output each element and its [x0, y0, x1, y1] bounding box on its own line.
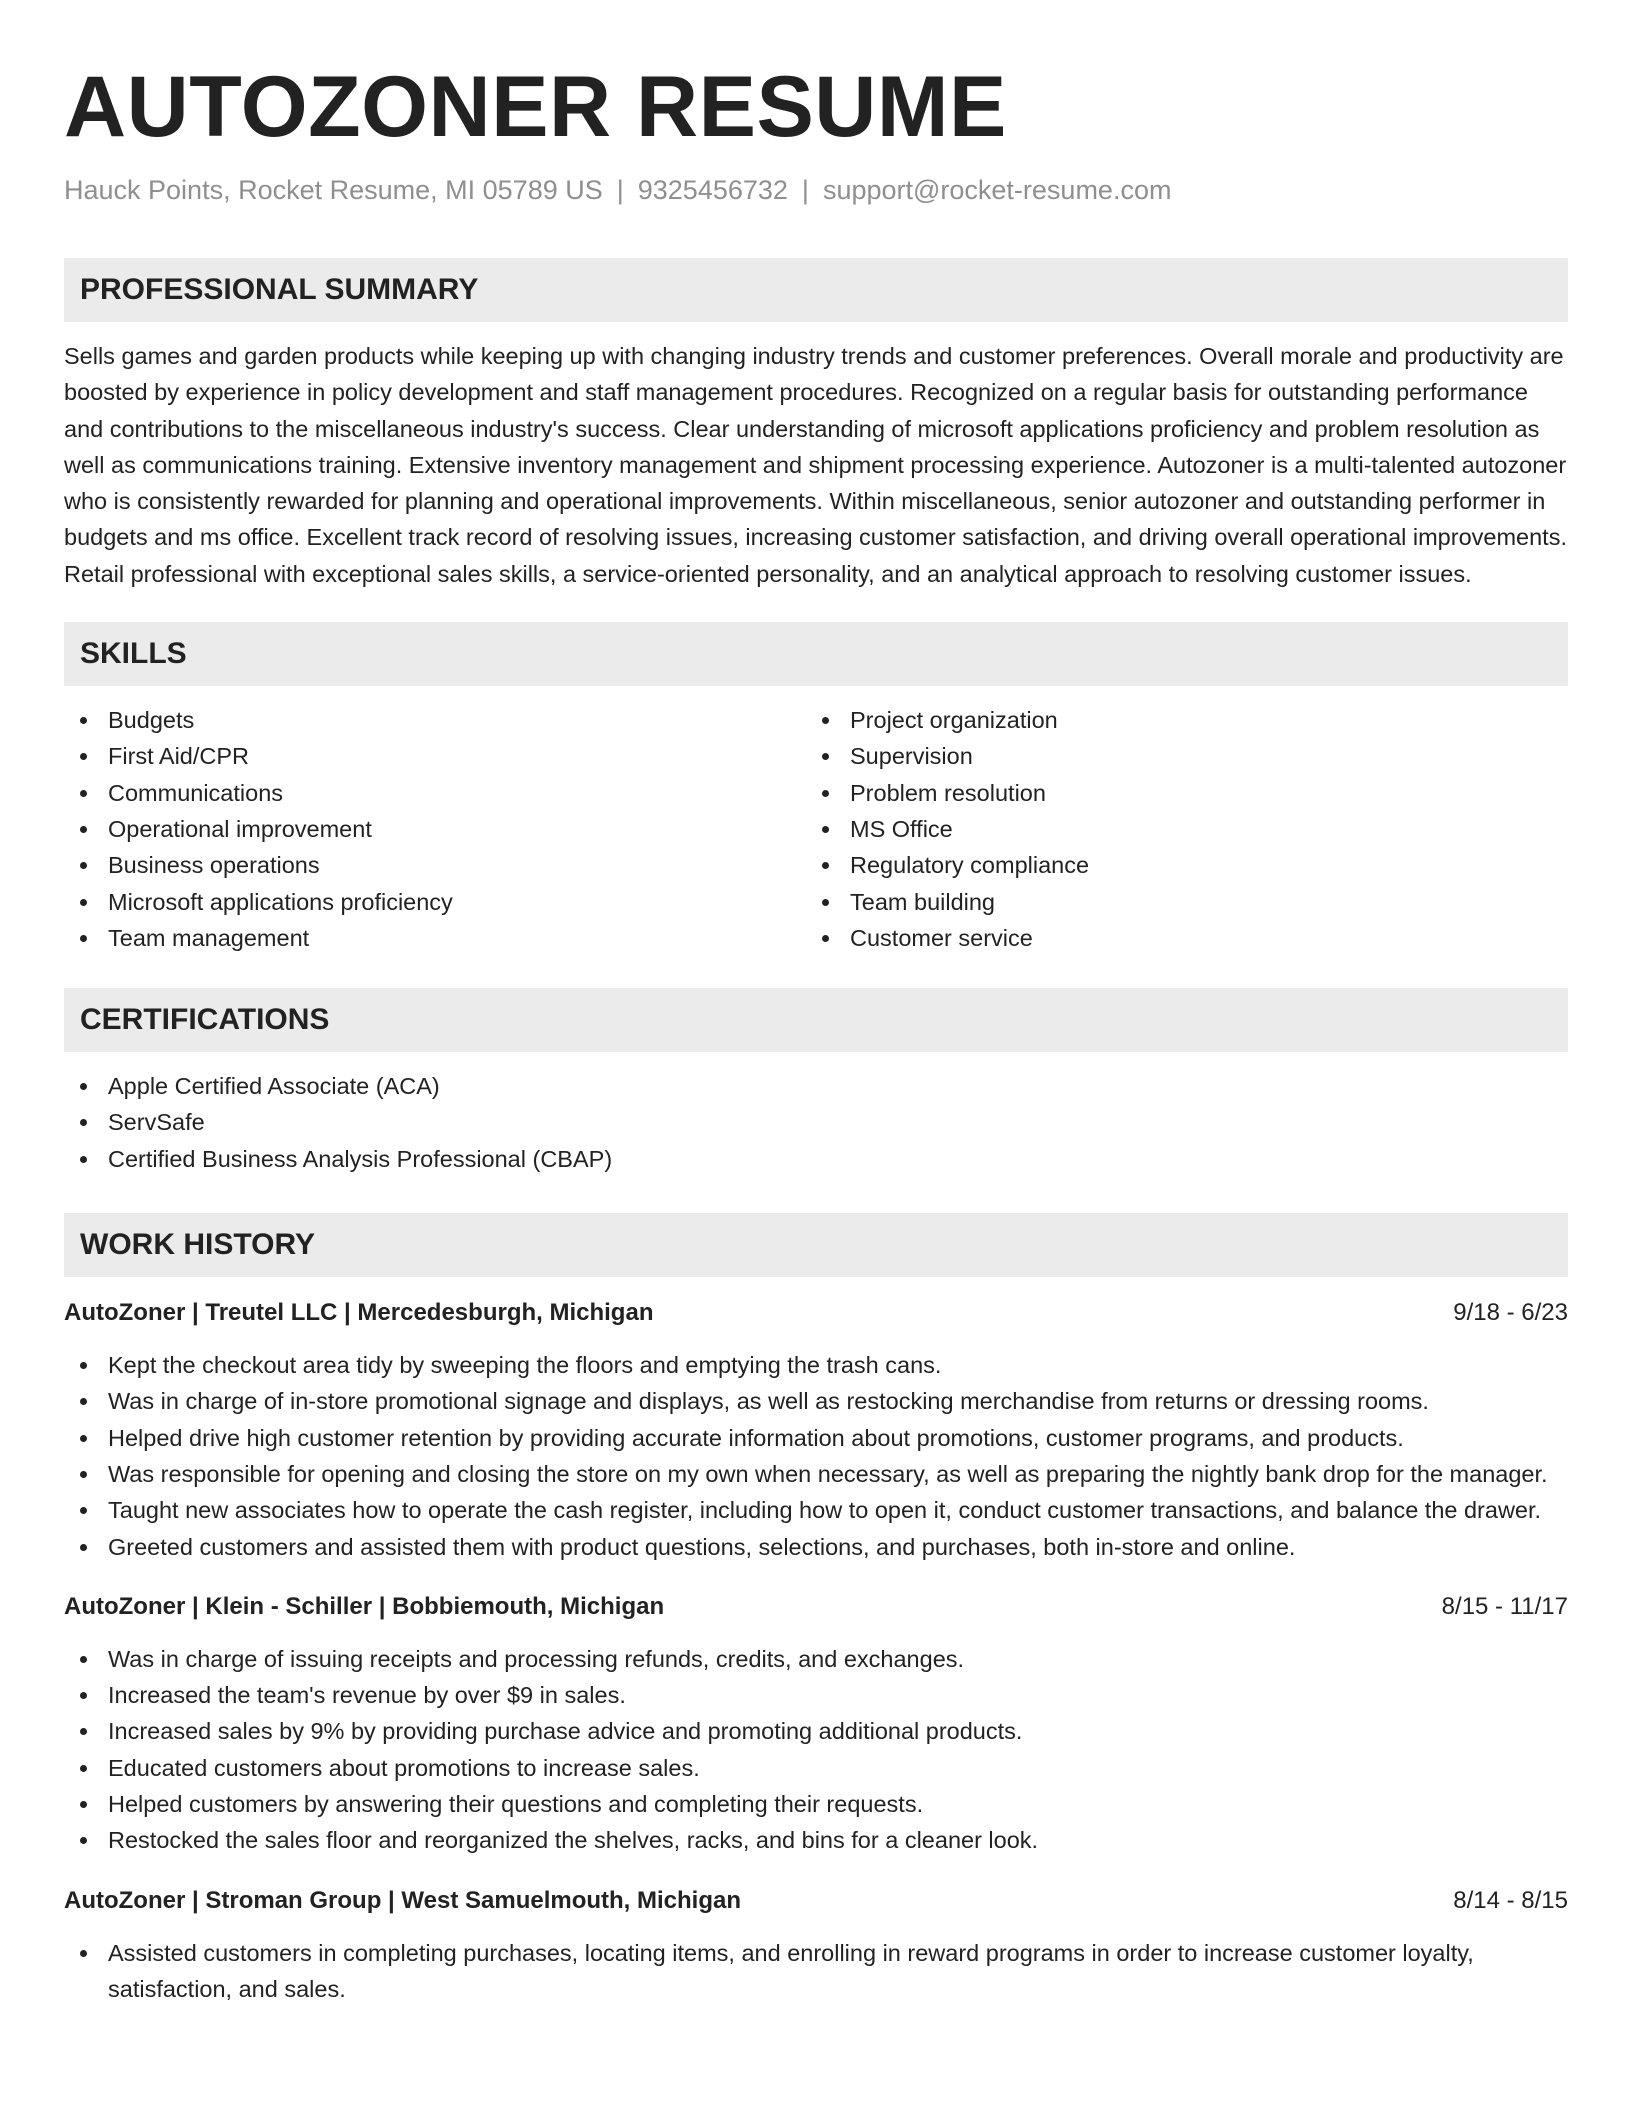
job-title: AutoZoner | Treutel LLC | Mercedesburgh, Michigan: [64, 1299, 654, 1327]
certifications-list: [64, 1068, 1568, 1177]
contact-email: support@rocket-resume.com: [822, 175, 1172, 205]
certification-item: Certified Business Analysis Professional (CBAP): [64, 1141, 1568, 1177]
job-header: [64, 1883, 1568, 1919]
certification-item: ServSafe: [64, 1104, 1568, 1140]
skills-left-list: [64, 702, 806, 956]
job-bullets: [64, 1641, 1568, 1859]
skill-item: Problem resolution: [806, 775, 1548, 811]
job-bullet: Educated customers about promotions to increase sales.: [64, 1750, 1568, 1786]
certification-item: Apple Certified Associate (ACA): [64, 1068, 1568, 1104]
job-bullet: Helped customers by answering their questions and completing their requests.: [64, 1786, 1568, 1822]
contact-line: [64, 172, 1568, 208]
job-bullet: Was in charge of issuing receipts and processing refunds, credits, and exchanges.: [64, 1641, 1568, 1677]
job-bullets: [64, 1347, 1568, 1565]
job-bullet: Greeted customers and assisted them with product questions, selections, and purchases, both in-store and online.: [64, 1529, 1568, 1565]
job-title: AutoZoner | Klein - Schiller | Bobbiemouth, Michigan: [64, 1592, 665, 1620]
skill-item: Team building: [806, 884, 1548, 920]
skill-item: Regulatory compliance: [806, 847, 1548, 883]
job-bullet: Kept the checkout area tidy by sweeping the floors and emptying the trash cans.: [64, 1347, 1568, 1383]
skill-item: Microsoft applications proficiency: [64, 884, 806, 920]
job-header: [64, 1589, 1568, 1625]
section-header-skills: SKILLS: [64, 622, 1568, 686]
job-title: AutoZoner | Stroman Group | West Samuelmouth, Michigan: [64, 1886, 742, 1914]
job-entry: [64, 1589, 1568, 1859]
skills-grid: [64, 702, 1568, 956]
summary-text: Sells games and garden products while keeping up with changing industry trends and customer preferences. Overall morale and productivity are boosted by experience in policy development and staff management procedures. Recognized on a regular basis for outstanding performance and contributions to the miscellaneous industry's success. Clear understanding of microsoft applications proficiency and problem resolution as well as communications training. Extensive inventory management and shipment processing experience. Autozoner is a multi-talented autozoner who is consistently rewarded for planning and operational improvements. Within miscellaneous, senior autozoner and outstanding performer in budgets and ms office. Excellent track record of resolving issues, increasing customer satisfaction, and driving overall operational improvements. Retail professional with exceptional sales skills, a service-oriented personality, and an analytical approach to resolving customer issues.: [64, 343, 1567, 587]
skill-item: Team management: [64, 920, 806, 956]
job-bullet: Increased sales by 9% by providing purchase advice and promoting additional products.: [64, 1713, 1568, 1749]
resume-title: AUTOZONER RESUME: [64, 59, 1007, 155]
job-header: [64, 1295, 1568, 1331]
skill-item: Supervision: [806, 738, 1548, 774]
job-dates: 9/18 - 6/23: [1453, 1299, 1568, 1327]
job-entry: [64, 1883, 1568, 2008]
job-bullets: [64, 1935, 1568, 2008]
job-bullet: Increased the team's revenue by over $9 in sales.: [64, 1677, 1568, 1713]
job-dates: 8/14 - 8/15: [1453, 1886, 1568, 1914]
job-bullet: Taught new associates how to operate the cash register, including how to open it, conduct customer transactions, and balance the drawer.: [64, 1492, 1568, 1528]
contact-separator: |: [801, 175, 809, 205]
section-header-summary: PROFESSIONAL SUMMARY: [64, 258, 1568, 322]
job-bullet: Assisted customers in completing purchases, locating items, and enrolling in reward programs in order to increase customer loyalty, satisfaction, and sales.: [64, 1935, 1568, 2008]
skill-item: Communications: [64, 775, 806, 811]
contact-separator: |: [616, 175, 624, 205]
job-bullet: Was responsible for opening and closing the store on my own when necessary, as well as preparing the nightly bank drop for the manager.: [64, 1456, 1568, 1492]
job-bullet: Was in charge of in-store promotional signage and displays, as well as restocking merchandise from returns or dressing rooms.: [64, 1383, 1568, 1419]
job-bullet: Restocked the sales floor and reorganized the shelves, racks, and bins for a cleaner look.: [64, 1822, 1568, 1858]
skill-item: Project organization: [806, 702, 1548, 738]
contact-address: Hauck Points, Rocket Resume, MI 05789 US: [64, 175, 603, 205]
job-entry: [64, 1295, 1568, 1565]
skill-item: First Aid/CPR: [64, 738, 806, 774]
contact-phone: 9325456732: [637, 175, 788, 205]
section-header-work: WORK HISTORY: [64, 1213, 1568, 1277]
skill-item: Business operations: [64, 847, 806, 883]
skill-item: Customer service: [806, 920, 1548, 956]
job-bullet: Helped drive high customer retention by providing accurate information about promotions, customer programs, and products.: [64, 1420, 1568, 1456]
skill-item: Operational improvement: [64, 811, 806, 847]
job-dates: 8/15 - 11/17: [1441, 1592, 1568, 1620]
skills-right-list: [806, 702, 1548, 956]
skill-item: Budgets: [64, 702, 806, 738]
skill-item: MS Office: [806, 811, 1548, 847]
section-header-certifications: CERTIFICATIONS: [64, 988, 1568, 1052]
